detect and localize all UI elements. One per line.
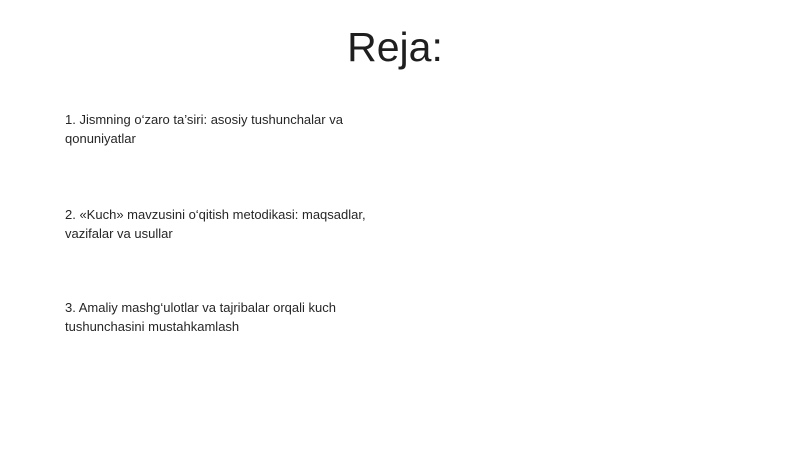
plan-item-3: 3. Amaliy mashg‘ulotlar va tajribalar orqali kuch tushunchasini mustahkamlash <box>65 300 336 334</box>
slide-title: Reja: <box>347 24 443 70</box>
plan-item-2: 2. «Kuch» mavzusini o‘qitish metodikasi: maqsadlar, vazifalar va usullar <box>65 207 366 241</box>
plan-item-1: 1. Jismning o‘zaro ta’siri: asosiy tushunchalar va qonuniyatlar <box>65 112 343 146</box>
